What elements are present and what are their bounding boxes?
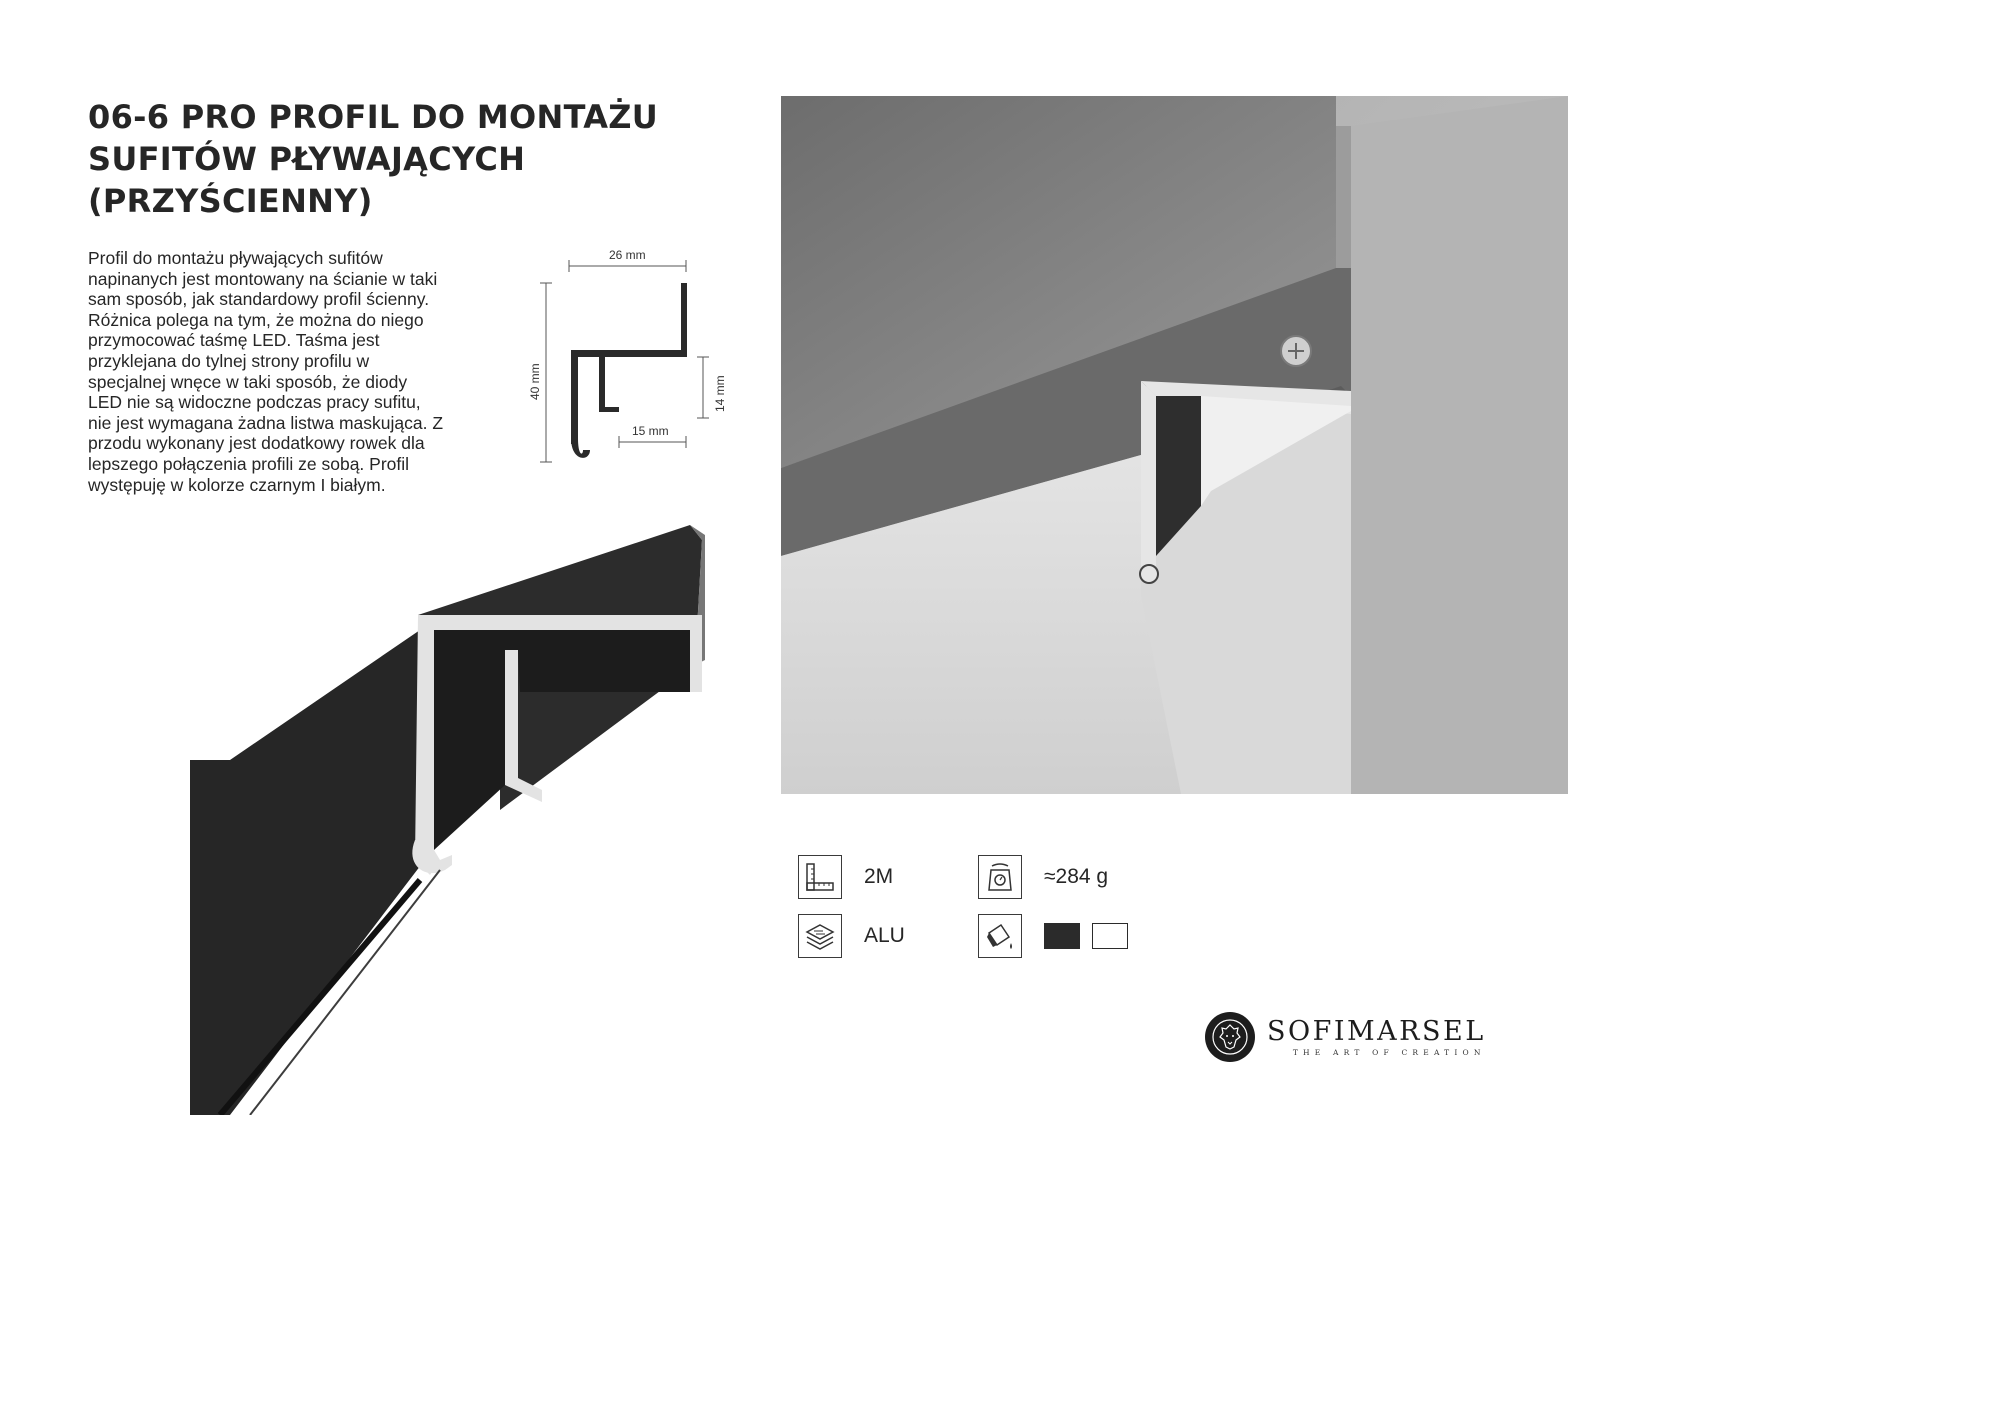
- page-title: [88, 96, 728, 222]
- description-line: występuję w kolorze czarnym I białym.: [88, 474, 386, 495]
- inner-height-dimension-label: 14 mm: [713, 375, 727, 412]
- title-line: 06-6 PRO PROFIL DO MONTAŻU: [88, 98, 659, 136]
- layers-material-icon: [798, 914, 842, 958]
- description-line: Profil do montażu pływających sufitów: [88, 248, 383, 268]
- spec-color: [978, 914, 1128, 958]
- description-line: przymocować taśmę LED. Taśma jest: [88, 330, 380, 351]
- profile-3d-render: [190, 520, 720, 1115]
- inner-width-dimension-label: 15 mm: [632, 424, 669, 438]
- title-line: (PRZYŚCIENNY): [88, 182, 373, 220]
- spec-material-value: ALU: [864, 924, 905, 947]
- color-swatch-white: [1092, 923, 1128, 949]
- profile-cross-section: [571, 283, 687, 458]
- spec-weight: [978, 855, 1108, 899]
- color-swatch-black: [1044, 923, 1080, 949]
- spec-weight-value: ≈284 g: [1044, 865, 1109, 888]
- spec-length: [798, 855, 893, 899]
- description-line: Różnica polega na tym, że można do niego: [88, 309, 424, 330]
- spec-material: [798, 914, 905, 958]
- brand-name: SOFIMARSEL: [1267, 1016, 1486, 1047]
- lion-emblem-icon: [1205, 1012, 1255, 1062]
- description-line: LED nie są widoczne podczas pracy sufitu,: [88, 392, 421, 413]
- brand-logo: [1205, 1012, 1486, 1062]
- height-dimension-label: 40 mm: [528, 363, 542, 400]
- description-line: napinanych jest montowany na ścianie w taki: [88, 268, 438, 289]
- description-line: przodu wykonany jest dodatkowy rowek dla: [88, 433, 425, 454]
- installation-photo: [781, 96, 1568, 794]
- scale-weight-icon: [978, 855, 1022, 899]
- profile-dimension-drawing: [520, 240, 750, 475]
- description-line: specjalnej wnęce w taki sposób, że diody: [88, 371, 408, 392]
- width-dimension-label: 26 mm: [609, 248, 646, 262]
- paint-bucket-icon: [978, 914, 1022, 958]
- ruler-length-icon: [798, 855, 842, 899]
- title-line: SUFITÓW PŁYWAJĄCYCH: [88, 140, 526, 178]
- description-line: lepszego połączenia profili ze sobą. Profil: [88, 453, 410, 474]
- description-line: sam sposób, jak standardowy profil ścienny.: [88, 289, 430, 310]
- brand-tagline: THE ART OF CREATION: [1292, 1048, 1486, 1057]
- color-swatches: [1044, 923, 1128, 949]
- product-description: [88, 248, 508, 495]
- description-line: przyklejana do tylnej strony profilu w: [88, 350, 370, 371]
- description-line: nie jest wymagana żadna listwa maskująca. Z: [88, 412, 444, 433]
- spec-length-value: 2M: [864, 865, 894, 888]
